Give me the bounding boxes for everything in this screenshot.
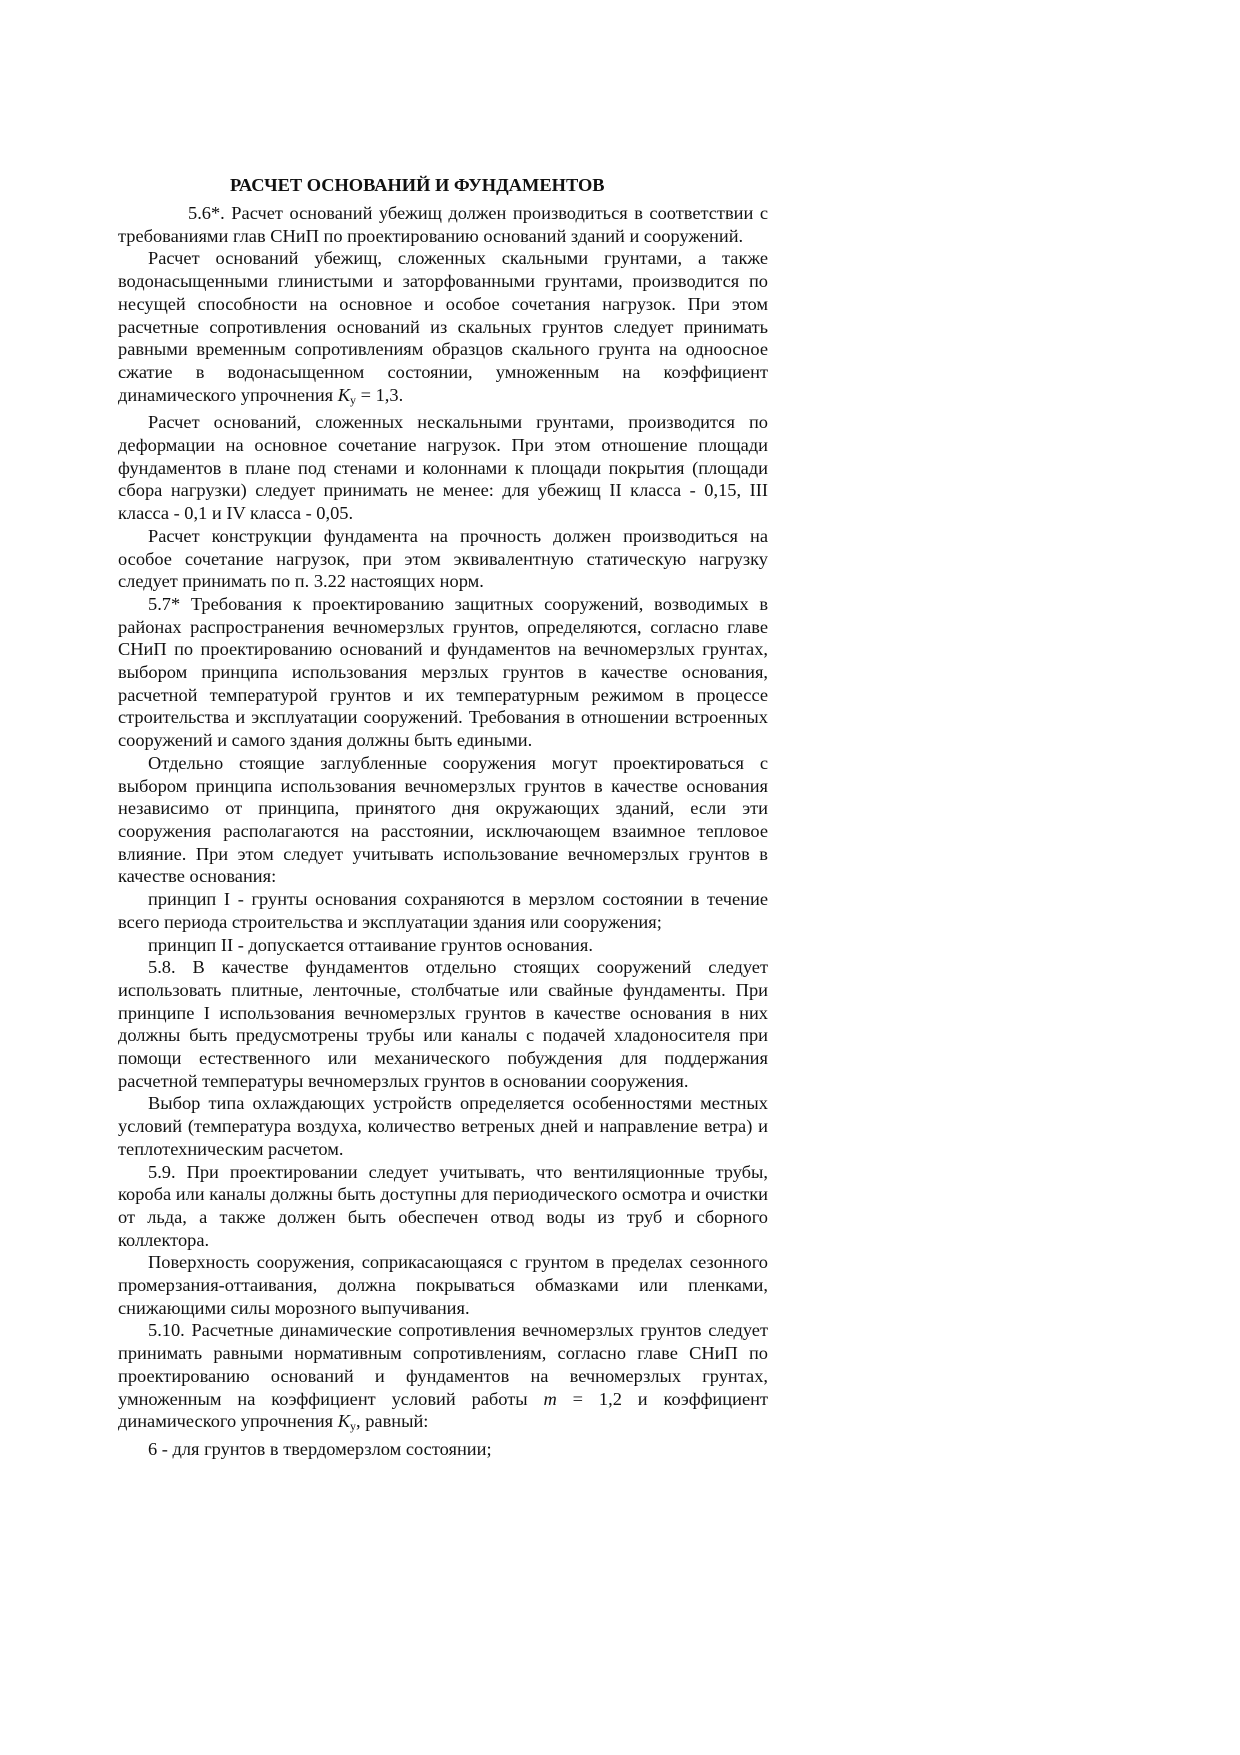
paragraph-hard-frozen: 6 - для грунтов в твердомерзлом состоянии; xyxy=(148,1438,492,1459)
coefficient-symbol: K xyxy=(337,384,351,405)
paragraph-non-rock-foundations: Расчет оснований, сложенных нескальными грунтами, производится по деформации на основное сочетание нагрузок. При этом отношение площади фундаментов в плане под стенами и колоннами к площади покрытия (площади сбора нагрузки) следует принимать не менее: для убежищ II класса - 0,15, III класса - 0,1 и IV класса - 0,05. xyxy=(118,412,768,524)
paragraph-principle-2: принцип II - допускается оттаивание грунтов основания. xyxy=(148,934,593,955)
paragraph-standalone-structures: Отдельно стоящие заглубленные сооружения могут проектироваться с выбором принципа использования вечномерзлых грунтов в качестве основания независимо от принципа, принятого дня окружающих зданий, если эти сооружения располагаются на расстоянии, исключающем взаимное тепловое влияние. При этом следует учитывать использование вечномерзлых грунтов в качестве основания: xyxy=(118,752,768,887)
coefficient-subscript: у xyxy=(350,1419,357,1434)
coefficient-symbol: K xyxy=(337,1411,351,1432)
paragraph-cooling-devices: Выбор типа охлаждающих устройств определяется особенностями местных условий (температура воздуха, количество ветреных дней и направление ветра) и теплотехническим расчетом. xyxy=(118,1093,768,1159)
work-condition-symbol: m xyxy=(543,1388,557,1409)
paragraph-tail: , равный: xyxy=(356,1411,429,1432)
coefficient-subscript: у xyxy=(350,392,357,407)
paragraph-foundation-strength: Расчет конструкции фундамента на прочность должен производиться на особое сочетание нагрузок, при этом эквивалентную статическую нагрузку следует принимать по п. 3.22 настоящих норм. xyxy=(118,525,768,592)
paragraph-text: Расчет оснований убежищ, сложенных скальными грунтами, а также водонасыщенными глинистыми и заторфованными грунтами, производится по несущей способности на основное и особое сочетания нагрузок. При этом расчетные сопротивления оснований из скальных грунтов следует принимать равными временным сопротивлениям образцов скального грунта на одноосное сжатие в водонасыщенном состоянии, умноженным на коэффициент динамического упрочнения xyxy=(118,248,768,405)
paragraph-5-10 xyxy=(118,1319,768,1438)
paragraph-5-8: 5.8. В качестве фундаментов отдельно стоящих сооружений следует использовать плитные, ленточные, столбчатые или свайные фундаменты. При принципе I использования вечномерзлых грунтов в качестве основания в них должны быть предусмотрены трубы или каналы с подачей хладоносителя при помощи естественного или механического побуждения для поддержания расчетной температуры вечномерзлых грунтов в основании сооружения. xyxy=(118,957,768,1091)
coefficient-value: = 1,3. xyxy=(356,384,404,405)
paragraph-principle-1: принцип I - грунты основания сохраняются в мерзлом состоянии в течение всего периода строительства и эксплуатации здания или сооружения; xyxy=(118,889,768,932)
paragraph-5-6: 5.6*. Расчет оснований убежищ должен производиться в соответствии с требованиями глав СНиП по проектированию оснований зданий и сооружений. xyxy=(118,203,768,246)
work-condition-value: = 1,2 и коэффициент динамического упрочнения xyxy=(118,1388,768,1432)
page-title: РАСЧЕТ ОСНОВАНИЙ И ФУНДАМЕНТОВ xyxy=(230,175,605,195)
paragraph-5-7: 5.7* Требования к проектированию защитных сооружений, возводимых в районах распространения вечномерзлых грунтов, определяются, согласно главе СНиП по проектированию оснований и фундаментов на вечномерзлых грунтах, выбором принципа использования мерзлых грунтов в качестве основания, расчетной температурой грунтов и их температурным режимом в процессе строительства и эксплуатации сооружений. Требования в отношении встроенных сооружений и самого здания должны быть едиными. xyxy=(118,593,768,751)
document-content xyxy=(118,174,768,1461)
paragraph-text: 5.10. Расчетные динамические сопротивления вечномерзлых грунтов следует принимать равными нормативным сопротивлениям, согласно главе СНиП по проектированию оснований и фундаментов на вечномерзлых грунтах, умноженным на коэффициент условий работы xyxy=(118,1320,768,1409)
paragraph-rock-foundations xyxy=(118,247,768,411)
paragraph-surface-coating: Поверхность сооружения, соприкасающаяся с грунтом в пределах сезонного промерзания-оттаивания, должна покрываться обмазками или пленками, снижающими силы морозного выпучивания. xyxy=(118,1252,768,1318)
paragraph-5-9: 5.9. При проектировании следует учитывать, что вентиляционные трубы, короба или каналы должны быть доступны для периодического осмотра и очистки от льда, а также должен быть обеспечен отвод воды из труб и сборного коллектора. xyxy=(118,1161,768,1250)
